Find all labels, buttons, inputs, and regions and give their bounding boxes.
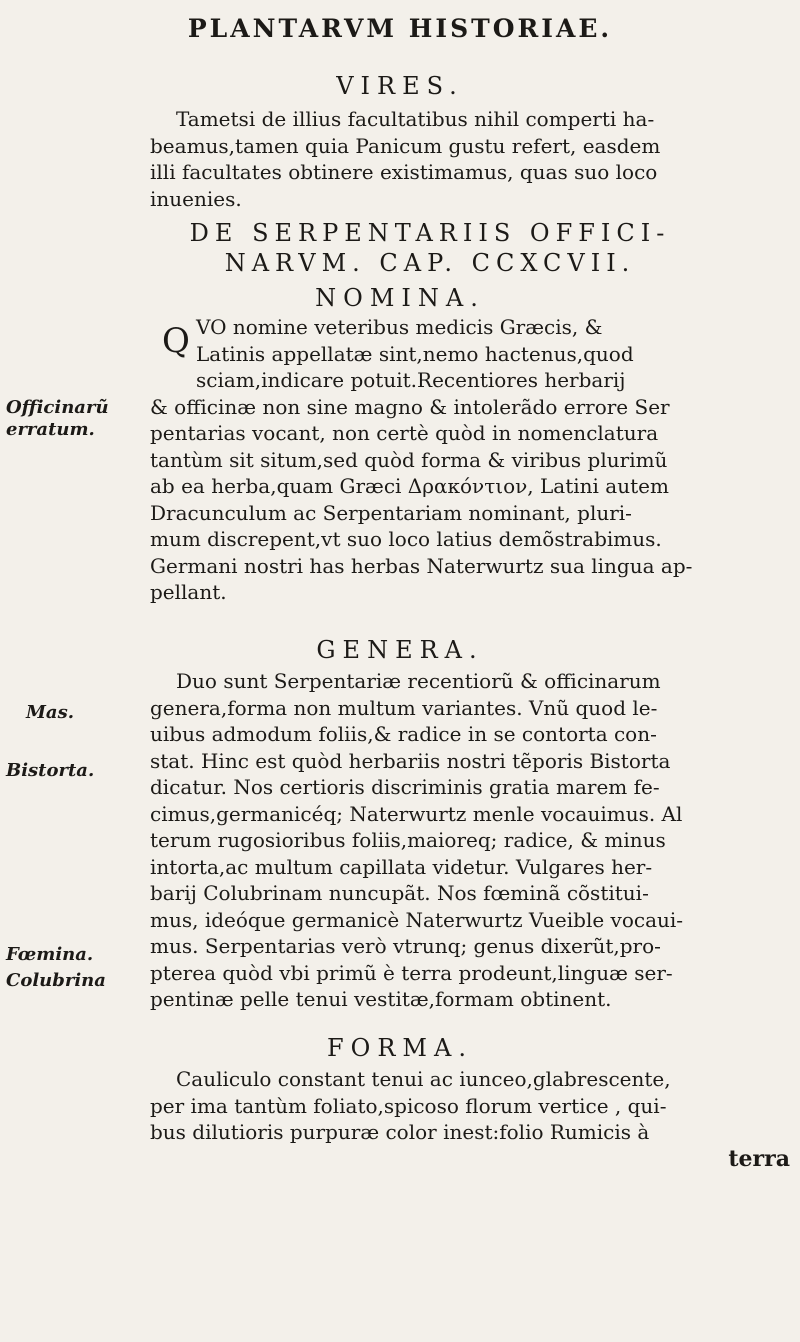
text-line: stat. Hinc est quòd herbariis nostri tẽporis Bistorta (150, 748, 671, 773)
paragraph-genera (150, 668, 710, 1013)
chapter-heading-line2: NARVM. CAP. CCXCVII. (224, 249, 636, 277)
text-line: sciam,indicare potuit.Recentiores herbarij (196, 368, 626, 392)
text-line: per ima tantùm foliato,spicoso florum vertice , qui- (150, 1093, 667, 1118)
text-line: illi facultates obtinere existimamus, quas suo loco (150, 160, 658, 184)
catchword: terra (728, 1146, 790, 1172)
text-line: Dracunculum ac Serpentariam nominant, pluri- (150, 500, 632, 525)
text-line: bus dilutioris purpuræ color inest:folio Rumicis à (150, 1120, 650, 1144)
margin-note-mas: Mas. (26, 702, 74, 723)
paragraph-nomina (150, 314, 710, 606)
drop-capital: Q (162, 321, 190, 361)
chapter-heading (150, 218, 710, 278)
heading-forma: FORMA. (327, 1034, 473, 1062)
text-line: Duo sunt Serpentariæ recentiorũ & officinarum (176, 669, 661, 693)
text-line: Germani nostri has herbas Naterwurtz sua lingua ap- (150, 553, 693, 578)
text-line: pterea quòd vbi primũ è terra prodeunt,linguæ ser- (150, 960, 673, 985)
text-line: mus. Serpentarias verò vtrunq; genus dixerũt,pro- (150, 934, 661, 958)
text-line: beamus,tamen quia Panicum gustu refert, easdem (150, 133, 661, 158)
text-line: mum discrepent,vt suo loco latius demõstrabimus. (150, 527, 662, 551)
margin-note-officinarum (6, 397, 141, 441)
paragraph-forma (150, 1066, 710, 1146)
text-line: pellant. (150, 580, 227, 604)
text-line: VO nomine veteribus medicis Græcis, & (196, 315, 603, 339)
margin-note-colubrina: Colubrina (6, 970, 106, 991)
heading-genera: GENERA. (316, 636, 484, 664)
margin-note-bistorta: Bistorta. (6, 760, 95, 781)
text-line: barij Colubrinam nuncupãt. Nos fœminã cõstitui- (150, 881, 649, 905)
running-header: PLANTARVM HISTORIAE. (187, 14, 613, 43)
margin-note-line: Officinarũ (6, 397, 109, 418)
paragraph-vires (150, 106, 710, 212)
text-line: terum rugosioribus foliis,maioreq; radice, & minus (150, 828, 666, 852)
margin-note-foemina: Fœmina. (6, 944, 94, 965)
text-line: ab ea herba,quam Græci Δρακόντιον, Latini autem (150, 474, 669, 498)
heading-vires: VIRES. (336, 72, 464, 100)
text-line: pentinæ pelle tenui vestitæ,formam obtinent. (150, 987, 612, 1011)
text-line: dicatur. Nos certioris discriminis gratia marem fe- (150, 775, 660, 799)
text-line: inuenies. (150, 186, 242, 211)
text-line: genera,forma non multum variantes. Vnũ quod le- (150, 695, 658, 720)
heading-nomina: NOMINA. (315, 284, 485, 312)
text-line: cimus,germanicéq; Naterwurtz menle vocauimus. Al (150, 801, 683, 826)
text-line: tantùm sit situm,sed quòd forma & viribus plurimũ (150, 447, 668, 472)
text-line: Cauliculo constant tenui ac iunceo,glabrescente, (176, 1067, 671, 1091)
text-line: Tametsi de illius facultatibus nihil comperti ha- (176, 107, 655, 131)
text-line: & officinæ non sine magno & intolerãdo errore Ser (150, 394, 670, 419)
text-line: intorta,ac multum capillata videtur. Vulgares her- (150, 854, 653, 879)
text-line: pentarias vocant, non certè quòd in nomenclatura (150, 421, 659, 445)
margin-note-line: erratum. (6, 419, 95, 440)
chapter-heading-line1: DE SERPENTARIIS OFFICI- (189, 219, 671, 247)
text-line: uibus admodum foliis,& radice in se contorta con- (150, 722, 657, 746)
text-line: mus, ideóque germanicè Naterwurtz Vueible vocaui- (150, 907, 684, 932)
text-line: Latinis appellatæ sint,nemo hactenus,quod (196, 341, 634, 366)
